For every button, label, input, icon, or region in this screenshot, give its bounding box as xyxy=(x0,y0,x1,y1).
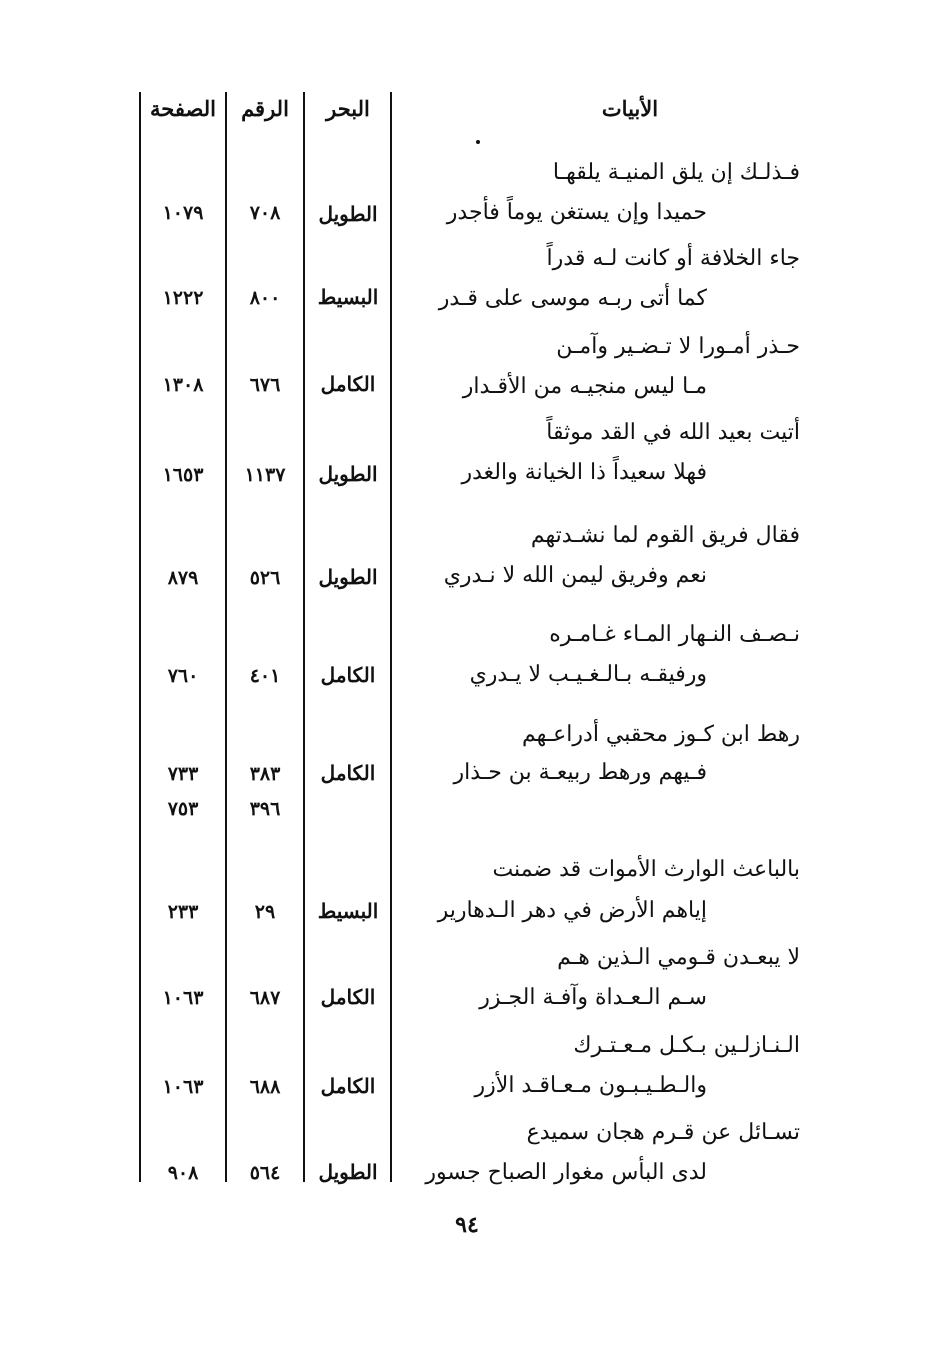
meter-cell: الطويل xyxy=(318,462,378,486)
header-number: الرقم xyxy=(241,96,289,121)
page-number: ٩٤ xyxy=(455,1212,479,1238)
verse-line-1: حـذر أمـورا لا تـضـير وآمـن xyxy=(556,334,800,359)
verse-line-1: جاء الخلافة أو كانت لـه قدراً xyxy=(546,246,800,271)
verse-line-2: ورفيقـه بـالـغـيـب لا يـدري xyxy=(469,662,707,687)
number-cell: ٦٧٦ xyxy=(249,374,281,396)
verse-line-2: كما أتى ربـه موسى على قـدر xyxy=(438,286,707,311)
meter-cell: الكامل xyxy=(320,663,376,687)
number-cell: ٥٦٤ xyxy=(249,1162,281,1184)
verse-line-1: لا يبعـدن قـومي الـذين هـم xyxy=(557,945,800,970)
page-cell: ٢٣٣ xyxy=(167,901,199,923)
header-page: الصفحة xyxy=(150,96,216,121)
ink-dot xyxy=(476,140,480,144)
rule-left-edge xyxy=(139,92,141,1182)
verse-line-2: لدى البأس مغوار الصباح جسور xyxy=(425,1160,707,1185)
page-cell: ١٣٠٨ xyxy=(162,374,204,396)
page-cell: ١٠٦٣ xyxy=(162,1076,204,1098)
verse-line-2: فهلا سعيداً ذا الخيانة والغدر xyxy=(461,460,707,485)
meter-cell: الكامل xyxy=(320,372,376,396)
number-cell: ٨٠٠ xyxy=(249,287,281,309)
number-cell: ٦٨٧ xyxy=(249,987,281,1009)
page-cell: ١٠٦٣ xyxy=(162,987,204,1009)
verse-line-2: والـطـيـبـون مـعـاقـد الأزر xyxy=(474,1073,707,1098)
verse-line-1: تسـائل عن قـرم هجان سميدع xyxy=(526,1120,800,1145)
verse-line-1: نـصـف النـهار المـاء غـامـره xyxy=(549,622,800,647)
page-cell: ١٦٥٣ xyxy=(162,464,204,486)
verse-line-1: بالباعث الوارث الأموات قد ضمنت xyxy=(492,857,800,882)
page-cell: ١٢٢٢ xyxy=(162,287,204,309)
number-cell: ٣٨٣ xyxy=(249,763,281,785)
rule-number-page xyxy=(225,92,227,1182)
verse-line-2: إياهم الأرض في دهر الـدهارير xyxy=(437,898,707,923)
rule-meter-number xyxy=(303,92,305,1182)
verse-line-1: فقال فريق القوم لما نشـدتهم xyxy=(530,523,800,548)
page-cell: ٧٣٣ xyxy=(167,763,199,785)
meter-cell: الكامل xyxy=(320,1074,376,1098)
verse-line-2: حميدا وإن يستغن يوماً فأجدر xyxy=(446,200,707,225)
meter-cell: البسيط xyxy=(317,285,379,309)
meter-cell: الطويل xyxy=(318,565,378,589)
verse-line-2: مـا ليس منجيـه من الأقـدار xyxy=(462,374,707,399)
header-meter: البحر xyxy=(326,96,370,121)
verse-line-1: الـنـازلـين بـكـل مـعـتـرك xyxy=(573,1033,800,1058)
verse-line-2: نعم وفريق ليمن الله لا نـدري xyxy=(443,563,707,588)
number-cell: ٥٢٦ xyxy=(249,567,281,589)
page-cell: ١٠٧٩ xyxy=(162,202,204,224)
meter-cell: الطويل xyxy=(318,202,378,226)
meter-cell: البسيط xyxy=(317,899,379,923)
verse-line-2: سـم الـعـداة وآفـة الجـزر xyxy=(479,985,707,1010)
verse-line-1: فـذلـك إن يلق المنيـة يلقهـا xyxy=(552,160,800,185)
page-cell-extra: ٧٥٣ xyxy=(167,798,199,820)
page-cell: ٨٧٩ xyxy=(167,567,199,589)
number-cell: ١١٣٧ xyxy=(244,464,286,486)
number-cell-extra: ٣٩٦ xyxy=(249,798,281,820)
verse-line-1: أتيت بعيد الله في القد موثقاً xyxy=(546,420,800,445)
meter-cell: الطويل xyxy=(318,1160,378,1184)
number-cell: ٧٠٨ xyxy=(249,202,281,224)
header-verses: الأبيات xyxy=(601,96,659,121)
number-cell: ٦٨٨ xyxy=(249,1076,281,1098)
rule-verses-meter xyxy=(390,92,392,1182)
page-cell: ٧٦٠ xyxy=(167,665,199,687)
verse-line-1: رهط ابن كـوز محقبي أدراعـهم xyxy=(521,722,800,747)
verse-line-2: فـيهم ورهط ربيعـة بن حـذار xyxy=(453,760,707,785)
page-cell: ٩٠٨ xyxy=(167,1162,199,1184)
number-cell: ٤٠١ xyxy=(249,665,281,687)
meter-cell: الكامل xyxy=(320,985,376,1009)
meter-cell: الكامل xyxy=(320,761,376,785)
number-cell: ٢٩ xyxy=(254,901,276,923)
